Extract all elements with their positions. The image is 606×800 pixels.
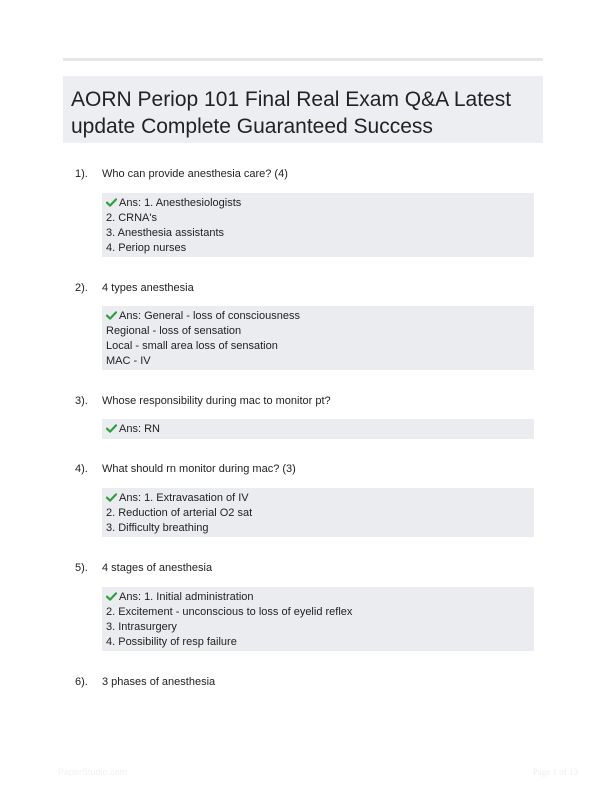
question-number: 6). — [75, 676, 88, 688]
answer-line — [106, 422, 530, 437]
footer-watermark: PaperStudio.com — [58, 767, 128, 777]
question-number: 3). — [75, 395, 88, 407]
question-text: 4 stages of anesthesia — [102, 562, 213, 574]
question-text: Whose responsibility during mac to monitor pt? — [102, 395, 331, 407]
page-number: Page 1 of 13 — [532, 767, 578, 777]
question-text: Who can provide anesthesia care? (4) — [102, 168, 288, 180]
answer-line — [106, 590, 530, 605]
answer-line: 3. Anesthesia assistants — [106, 227, 225, 239]
answer-line: 4. Periop nurses — [106, 242, 187, 254]
answer-line: 4. Possibility of resp failure — [106, 636, 237, 648]
answer-line: Local - small area loss of sensation — [106, 340, 278, 352]
check-icon — [106, 592, 117, 601]
title-line-1: AORN Periop 101 Final Real Exam Q&A Latest — [71, 88, 512, 111]
answer-box — [102, 488, 534, 537]
answer-text: Ans: 1. Initial administration — [119, 591, 254, 603]
question-text: What should rn monitor during mac? (3) — [102, 463, 296, 475]
question-number: 4). — [75, 463, 88, 475]
answer-box — [102, 587, 534, 651]
answer-box — [102, 306, 534, 370]
question-number: 5). — [75, 562, 88, 574]
document-title — [71, 86, 535, 140]
answer-box — [102, 193, 534, 257]
answer-text: Ans: 1. Extravasation of IV — [119, 492, 249, 504]
question-number: 1). — [75, 168, 88, 180]
check-icon — [106, 493, 117, 502]
answer-text: Ans: General - loss of consciousness — [119, 310, 300, 322]
check-icon — [106, 424, 117, 433]
question-number: 2). — [75, 282, 88, 294]
answer-line: Regional - loss of sensation — [106, 325, 242, 337]
question-text: 3 phases of anesthesia — [102, 676, 216, 688]
title-line-2: update Complete Guaranteed Success — [71, 115, 433, 138]
answer-text: Ans: 1. Anesthesiologists — [119, 197, 242, 209]
question-text: 4 types anesthesia — [102, 282, 194, 294]
answer-line: 2. Reduction of arterial O2 sat — [106, 507, 253, 519]
answer-line: 2. CRNA's — [106, 212, 157, 224]
answer-box — [102, 419, 534, 439]
answer-line — [106, 196, 530, 211]
answer-line: 3. Intrasurgery — [106, 621, 177, 633]
answer-line: MAC - IV — [106, 355, 151, 367]
check-icon — [106, 198, 117, 207]
top-divider — [63, 58, 543, 61]
answer-line: 3. Difficulty breathing — [106, 522, 209, 534]
check-icon — [106, 311, 117, 320]
answer-line: 2. Excitement - unconscious to loss of eyelid reflex — [106, 606, 353, 618]
answer-line — [106, 491, 530, 506]
answer-line — [106, 309, 530, 324]
answer-text: Ans: RN — [119, 423, 160, 435]
title-banner — [63, 76, 543, 143]
